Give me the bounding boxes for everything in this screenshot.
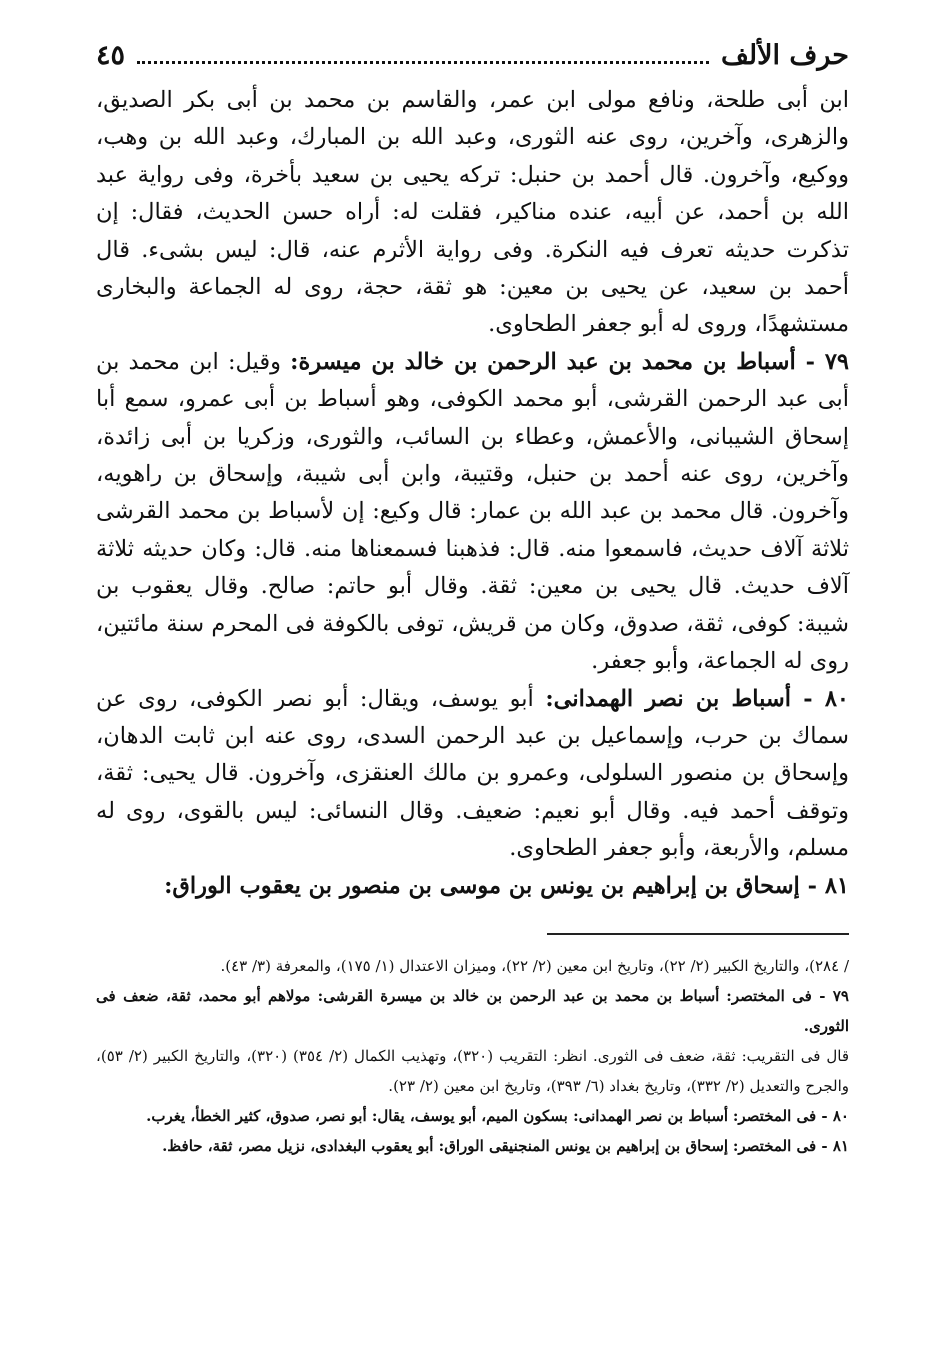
footnotes — [96, 951, 849, 1161]
footnote-79-label: ٧٩ - فى المختصر: — [726, 986, 849, 1005]
page-header — [96, 40, 849, 72]
footnote-79-text: أسباط بن محمد بن عبد الرحمن بن خالد بن ميسرة القرشى: مولاهم أبو محمد، ثقة، ضعف فى الثورى. — [96, 986, 849, 1035]
page-number: ٤٥ — [96, 40, 126, 71]
entry-80-heading: ٨٠ - أسباط بن نصر الهمدانى: — [545, 685, 850, 712]
footnote-80 — [96, 1101, 849, 1131]
footnote-separator — [547, 933, 849, 935]
entry-78-continuation: ابن أبى طلحة، ونافع مولى ابن عمر، والقاسم بن محمد بن أبى بكر الصديق، والزهرى، وآخرين، روى عنه الثورى، وعبد الله بن المبارك، وعبد الله بن وهب، ووكيع، وآخرون. قال أحمد بن حنبل: تركه يحيى بن سعيد بأخرة، وفى رواية عبد الله بن أحمد، عن أبيه، عنده مناكير، فقلت له: أراه حسن الحديث، فقال: إن تذكرت حديثه تعرف فيه النكرة. وفى رواية الأثرم عنه، قال: ليس بشىء. قال أحمد بن سعيد، عن يحيى بن معين: هو ثقة، حجة، روى له الجماعة والبخارى مستشهدًا، وروى له أبو جعفر الطحاوى. — [96, 87, 849, 338]
footnote-81-text: إسحاق بن إبراهيم بن يونس المنجنيقى الوراق: أبو يعقوب البغدادى، نزيل مصر، ثقة، حافظ. — [162, 1136, 729, 1155]
footnote-79-sources: قال فى التقريب: ثقة، ضعف فى الثورى. انظر: التقريب (٣٢٠)، وتهذيب الكمال (٢/ ٣٥٤) (٣٢٠)، والتاريخ الكبير (٢/ ٥٣)، والجرح والتعديل (٢/ ٣٣٢)، وتاريخ بغداد (٦/ ٣٩٣)، وتاريخ ابن معين (٢/ ٢٣). — [96, 1046, 849, 1095]
chapter-title: حرف الألف — [720, 40, 849, 71]
entry-79 — [96, 344, 849, 681]
header-dotted-leader — [137, 60, 709, 64]
main-text — [96, 82, 849, 905]
entry-80-text: أبو يوسف، ويقال: أبو نصر الكوفى، روى عن سماك بن حرب، وإسماعيل بن عبد الرحمن السدى، روى عنه ابن ثابت الدهان، وإسحاق بن منصور السلولى، وعمرو بن مالك العنقزى، وآخرون. قال يحيى: ثقة، وتوقف أحمد فيه. وقال أبو نعيم: ضعيف. وقال النسائى: ليس بالقوى، روى له مسلم، والأربعة، وأبو جعفر الطحاوى. — [96, 685, 849, 862]
footnote-79 — [96, 981, 849, 1041]
entry-79-heading: ٧٩ - أسباط بن محمد بن عبد الرحمن بن خالد بن ميسرة: — [290, 348, 849, 375]
footnote-81 — [96, 1131, 849, 1161]
entry-81-heading: ٨١ - إسحاق بن إبراهيم بن يونس بن موسى بن منصور بن يعقوب الوراق: — [164, 872, 849, 899]
footnote-continuation: / ٢٨٤)، والتاريخ الكبير (٢/ ٢٢)، وتاريخ ابن معين (٢/ ٢٢)، وميزان الاعتدال (١/ ١٧٥)، والمعرفة (٣/ ٤٣). — [220, 956, 849, 975]
footnote-81-label: ٨١ - فى المختصر: — [732, 1136, 849, 1155]
entry-79-text: وقيل: ابن محمد بن أبى عبد الرحمن القرشى، أبو محمد الكوفى، وهو أسباط بن أبى عمرو، سمع أبا إسحاق الشيبانى، والأعمش، وعطاء بن السائب، والثورى، وزكريا بن أبى زائدة، وآخرين، روى عنه أحمد بن حنبل، وقتيبة، وابن أبى شيبة، وإسحاق بن راهويه، وآخرون. قال محمد بن عبد الله بن عمار: قال وكيع: إن لأسباط بن محمد القرشى ثلاثة آلاف حديث، فاسمعوا منه. قال: فذهبنا فسمعناها منه. قال: وكان حديثه ثلاثة آلاف حديث. قال يحيى بن معين: ثقة. وقال أبو حاتم: صالح. وقال يعقوب بن شيبة: كوفى، ثقة، صدوق، وكان من قريش، توفى بالكوفة فى المحرم سنة مائتين، روى له الجماعة، وأبو جعفر. — [96, 348, 849, 675]
entry-81 — [96, 868, 849, 905]
footnote-80-text: أسباط بن نصر الهمدانى: بسكون الميم، أبو يوسف، يقال: أبو نصر، صدوق، كثير الخطأ، يغرب. — [146, 1106, 729, 1125]
entry-80 — [96, 681, 849, 868]
footnote-80-label: ٨٠ - فى المختصر: — [732, 1106, 849, 1125]
